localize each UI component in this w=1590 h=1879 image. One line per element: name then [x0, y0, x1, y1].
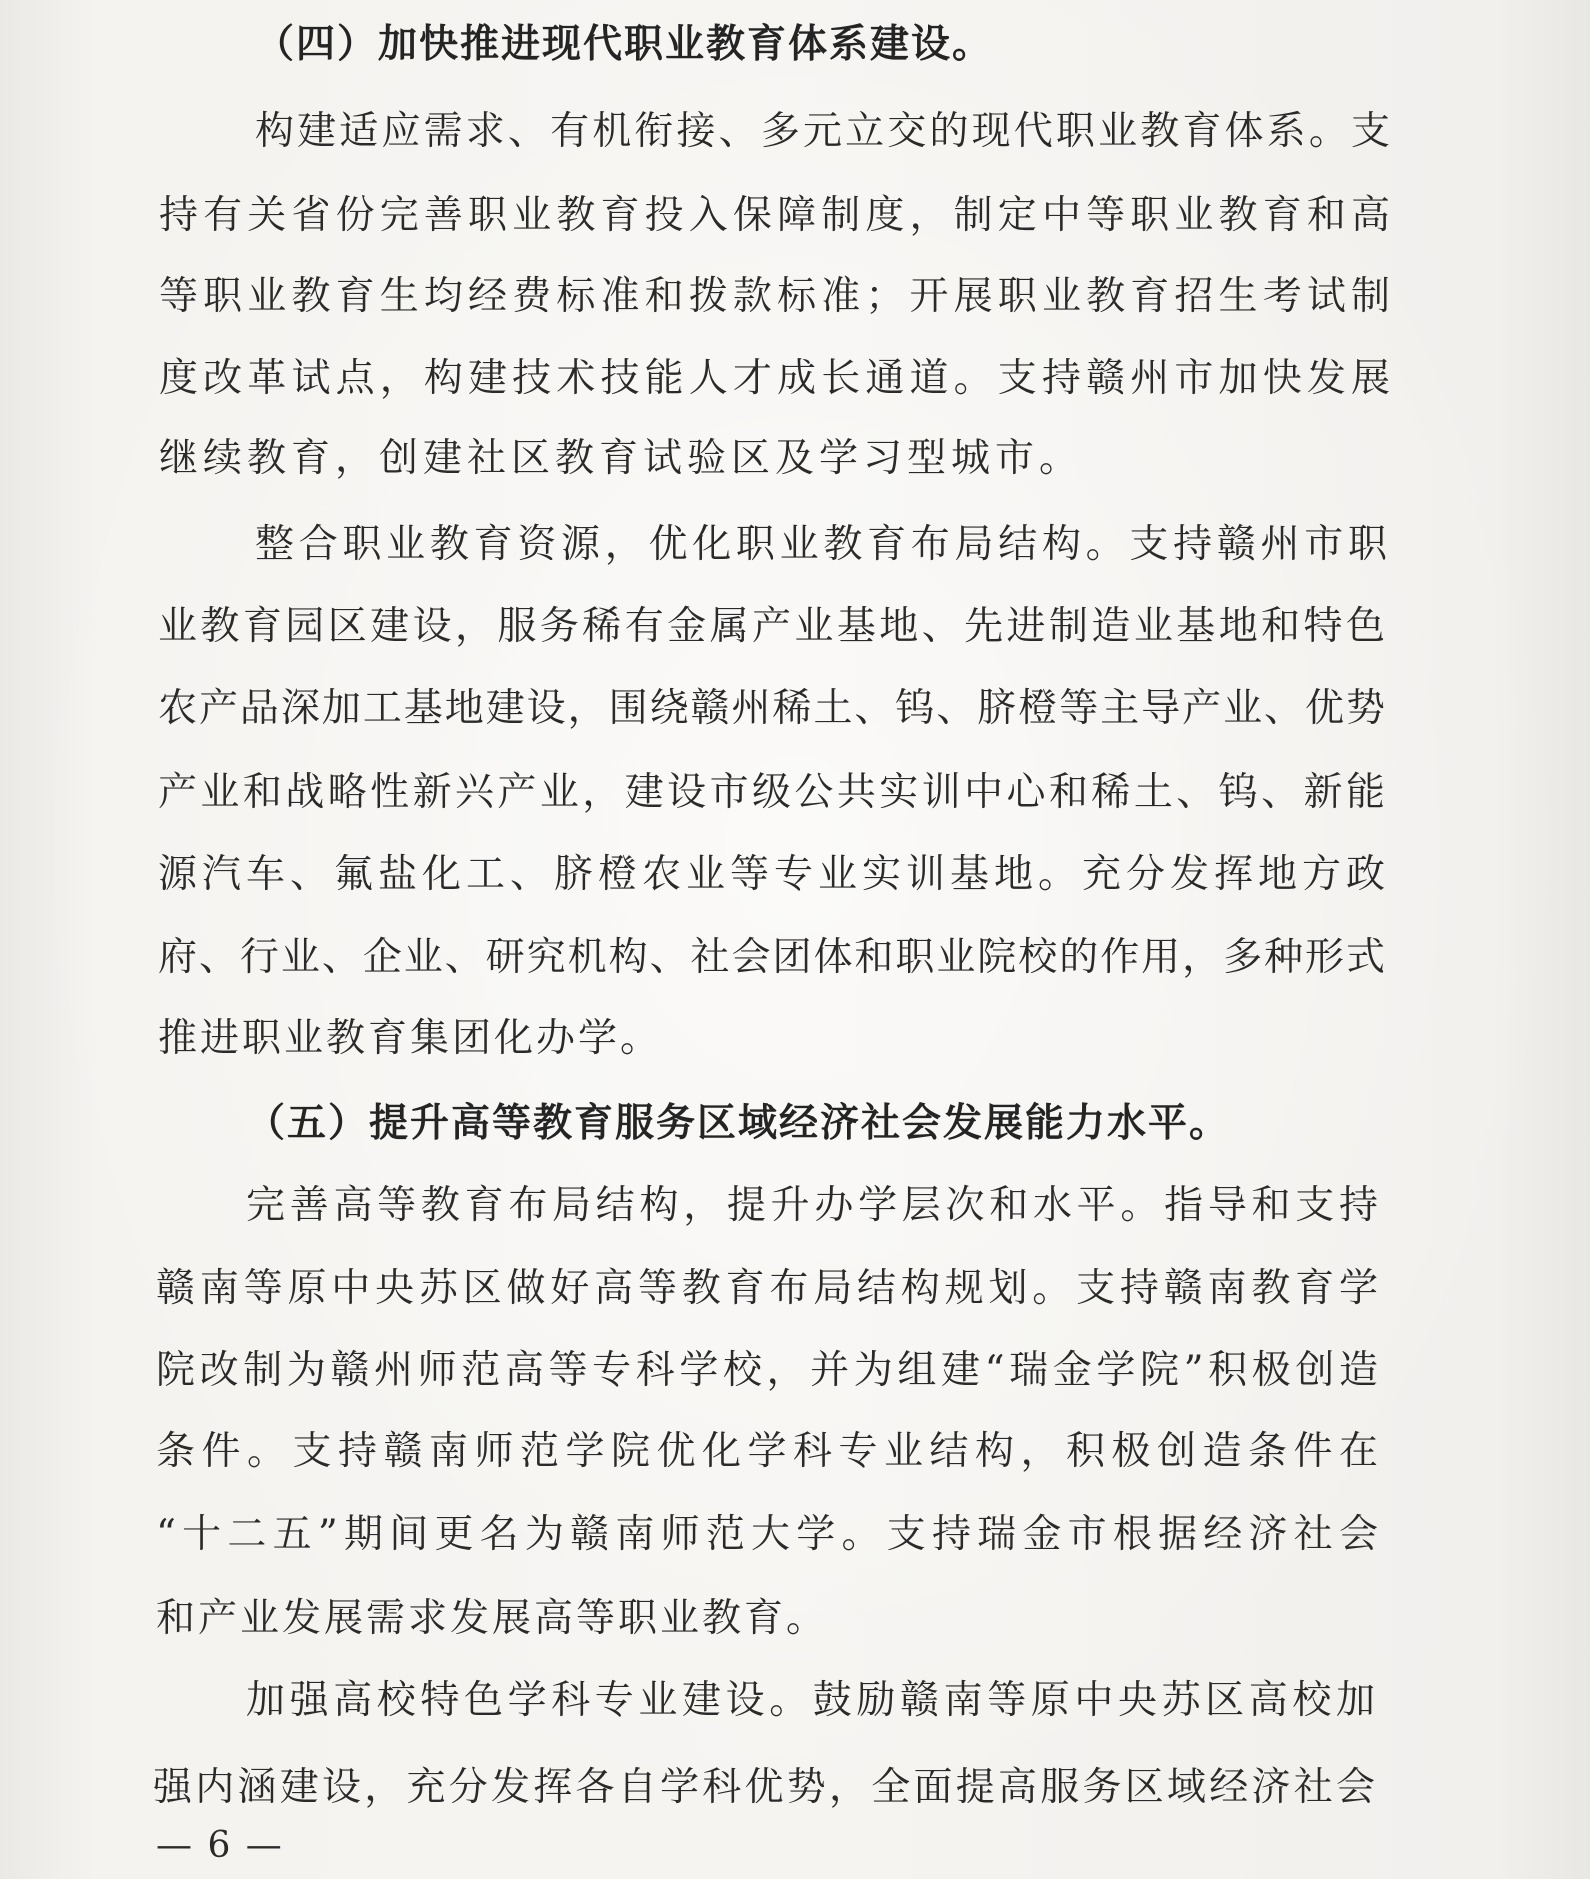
- paragraph-line: 业教育园区建设，服务稀有金属产业基地、先进制造业基地和特色: [158, 604, 1385, 649]
- section-heading-5: （五）提升高等教育服务区域经济社会发展能力水平。: [246, 1100, 1231, 1146]
- paragraph-line: 度改革试点，构建技术技能人才成长通道。支持赣州市加快发展: [159, 356, 1390, 401]
- paragraph-line: 源汽车、氟盐化工、脐橙农业等专业实训基地。充分发挥地方政: [158, 852, 1385, 897]
- paragraph-line: 等职业教育生均经费标准和拨款标准；开展职业教育招生考试制: [159, 274, 1390, 319]
- paragraph-line: 和产业发展需求发展高等职业教育。: [156, 1596, 829, 1641]
- paragraph-line: 继续教育，创建社区教育试验区及学习型城市。: [159, 436, 1084, 481]
- paragraph-line: 完善高等教育布局结构，提升办学层次和水平。指导和支持: [246, 1183, 1378, 1228]
- paragraph-line: 赣南等原中央苏区做好高等教育布局结构规划。支持赣南教育学: [156, 1266, 1378, 1311]
- paragraph-line: 推进职业教育集团化办学。: [158, 1016, 663, 1061]
- paragraph-line: “十二五”期间更名为赣南师范大学。支持瑞金市根据经济社会: [156, 1512, 1378, 1557]
- paragraph-line: 产业和战略性新兴产业，建设市级公共实训中心和稀土、钨、新能: [158, 770, 1385, 815]
- paragraph-line: 持有关省份完善职业教育投入保障制度，制定中等职业教育和高: [159, 193, 1390, 238]
- paragraph-line: 府、行业、企业、研究机构、社会团体和职业院校的作用，多种形式: [158, 935, 1385, 980]
- paragraph-line: 加强高校特色学科专业建设。鼓励赣南等原中央苏区高校加: [246, 1678, 1375, 1723]
- paragraph-line: 条件。支持赣南师范学院优化学科专业结构，积极创造条件在: [156, 1429, 1378, 1474]
- page-number: — 6 —: [156, 1825, 284, 1866]
- paragraph-line: 院改制为赣州师范高等专科学校，并为组建“瑞金学院”积极创造: [156, 1348, 1378, 1393]
- paragraph-line: 整合职业教育资源，优化职业教育布局结构。支持赣州市职: [255, 522, 1387, 567]
- paragraph-line: 强内涵建设，充分发挥各自学科优势，全面提高服务区域经济社会: [153, 1765, 1375, 1810]
- paragraph-line: 构建适应需求、有机衔接、多元立交的现代职业教育体系。支: [255, 109, 1390, 154]
- paragraph-line: 农产品深加工基地建设，围绕赣州稀土、钨、脐橙等主导产业、优势: [158, 686, 1385, 731]
- section-heading-4: （四）加快推进现代职业教育体系建设。: [255, 21, 994, 67]
